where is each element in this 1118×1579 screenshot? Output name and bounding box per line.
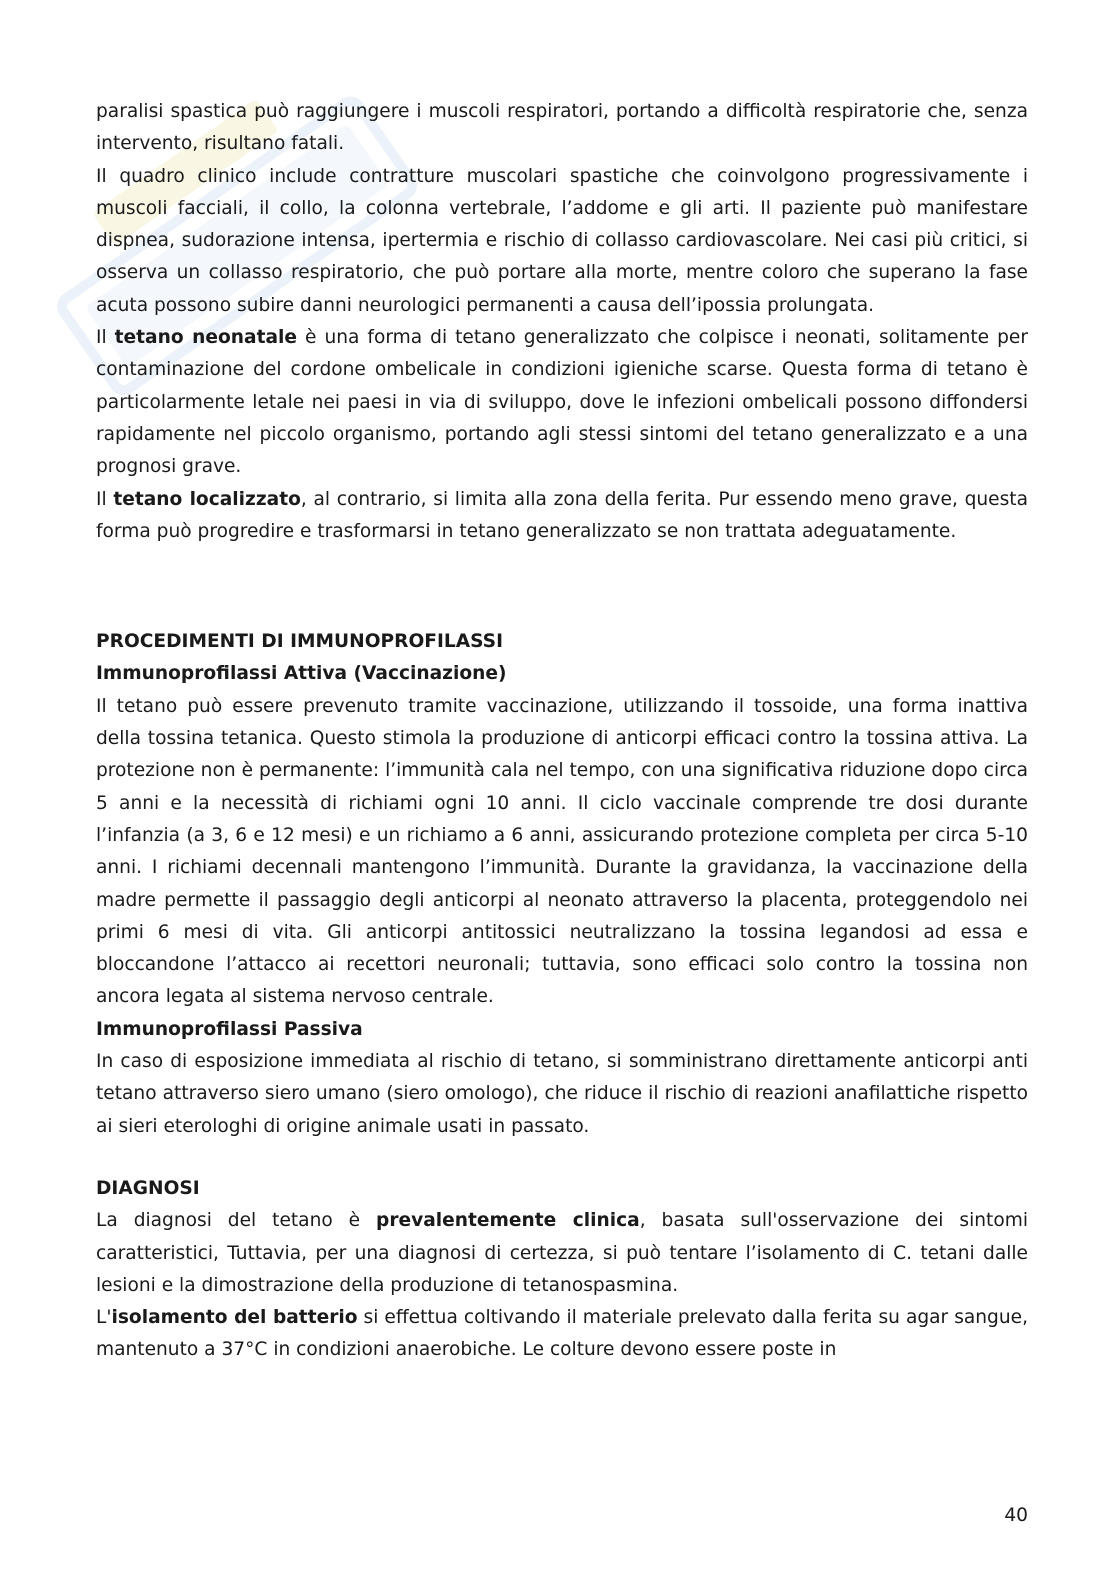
paragraph-quadro-clinico: Il quadro clinico include contratture muscolari spastiche che coinvolgono progressivamente i muscoli facciali, il collo, la colonna vertebrale, l’addome e gli arti. Il paziente può manifestare dispnea, sudorazione intensa, ipertermia e rischio di collasso cardiovascolare. Nei casi più critici, si osserva un collasso respiratorio, che può portare alla morte, mentre coloro che superano la fase acuta possono subire danni neurologici permanenti a causa dell’ipossia prolungata. [96, 165, 1028, 316]
section-heading-immunoprofilassi: PROCEDIMENTI DI IMMUNOPROFILASSI [96, 631, 503, 653]
term-isolamento-del-batterio: isolamento del batterio [111, 1307, 358, 1329]
term-prevalentemente-clinica: prevalentemente clinica [376, 1210, 640, 1232]
text-prefix: Il [96, 488, 114, 510]
text-rest: , al contrario, si limita alla zona della ferita. Pur essendo meno grave, questa forma può progredire e trasformarsi in tetano generalizzato se non trattata adeguatamente. [96, 488, 1028, 542]
paragraph-immunoprofilassi-attiva: Il tetano può essere prevenuto tramite vaccinazione, utilizzando il tossoide, una forma inattiva della tossina tetanica. Questo stimola la produzione di anticorpi efficaci contro la tossina attiva. La protezione non è permanente: l’immunità cala nel tempo, con una significativa riduzione dopo circa 5 anni e la necessità di richiami ogni 10 anni. Il ciclo vaccinale comprende tre dosi durante l’infanzia (a 3, 6 e 12 mesi) e un richiamo a 6 anni, assicurando protezione completa per circa 5-10 anni. I richiami decennali mantengono l’immunità. Durante la gravidanza, la vaccinazione della madre permette il passaggio degli anticorpi al neonato attraverso la placenta, proteggendolo nei primi 6 mesi di vita. Gli anticorpi antitossici neutralizzano la tossina legandosi ad essa e bloccandone l’attacco ai recettori neuronali; tuttavia, sono efficaci solo contro la tossina non ancora legata al sistema nervoso centrale. [96, 695, 1028, 1008]
text-rest: si effettua coltivando il materiale prelevato dalla ferita su agar sangue, mantenuto a 37°C in condizioni anaerobiche. Le colture devono essere poste in [96, 1307, 1028, 1361]
paragraph-isolamento-batterio [96, 1302, 1028, 1367]
subheading-immunoprofilassi-attiva: Immunoprofilassi Attiva (Vaccinazione) [96, 663, 507, 685]
paragraph-intro-1: paralisi spastica può raggiungere i muscoli respiratori, portando a difficoltà respiratorie che, senza intervento, risultano fatali. [96, 101, 1028, 155]
paragraph-tetano-neonatale [96, 322, 1028, 483]
term-tetano-neonatale: tetano neonatale [114, 327, 297, 349]
text-prefix: L' [96, 1307, 112, 1329]
subheading-immunoprofilassi-passiva: Immunoprofilassi Passiva [96, 1018, 363, 1040]
paragraph-tetano-localizzato [96, 484, 1028, 549]
paragraph-immunoprofilassi-passiva: In caso di esposizione immediata al rischio di tetano, si somministrano direttamente anticorpi anti tetano attraverso siero umano (siero omologo), che riduce il rischio di reazioni anafilattiche rispetto ai sieri eterologhi di origine animale usati in passato. [96, 1051, 1028, 1137]
section-spacer [96, 1143, 1028, 1173]
page-content [96, 96, 1028, 1367]
page-number: 40 [1004, 1505, 1028, 1526]
text-prefix: Il [96, 327, 115, 349]
section-heading-diagnosi: DIAGNOSI [96, 1177, 200, 1199]
paragraph-diagnosi-clinica [96, 1205, 1028, 1302]
text-rest: , basata sull'osservazione dei sintomi caratteristici, Tuttavia, per una diagnosi di certezza, si può tentare l’isolamento di C. tetani dalle lesioni e la dimostrazione della produzione di tetanospasmina. [96, 1210, 1028, 1296]
text-prefix: La diagnosi del tetano è [96, 1210, 377, 1232]
text-rest: è una forma di tetano generalizzato che colpisce i neonati, solitamente per contaminazione del cordone ombelicale in condizioni igieniche scarse. Questa forma di tetano è particolarmente letale nei paesi in via di sviluppo, dove le infezioni ombelicali possono diffondersi rapidamente nel piccolo organismo, portando agli stessi sintomi del tetano generalizzato e a una prognosi grave. [96, 327, 1028, 478]
section-spacer [96, 548, 1028, 626]
term-tetano-localizzato: tetano localizzato [113, 488, 301, 510]
